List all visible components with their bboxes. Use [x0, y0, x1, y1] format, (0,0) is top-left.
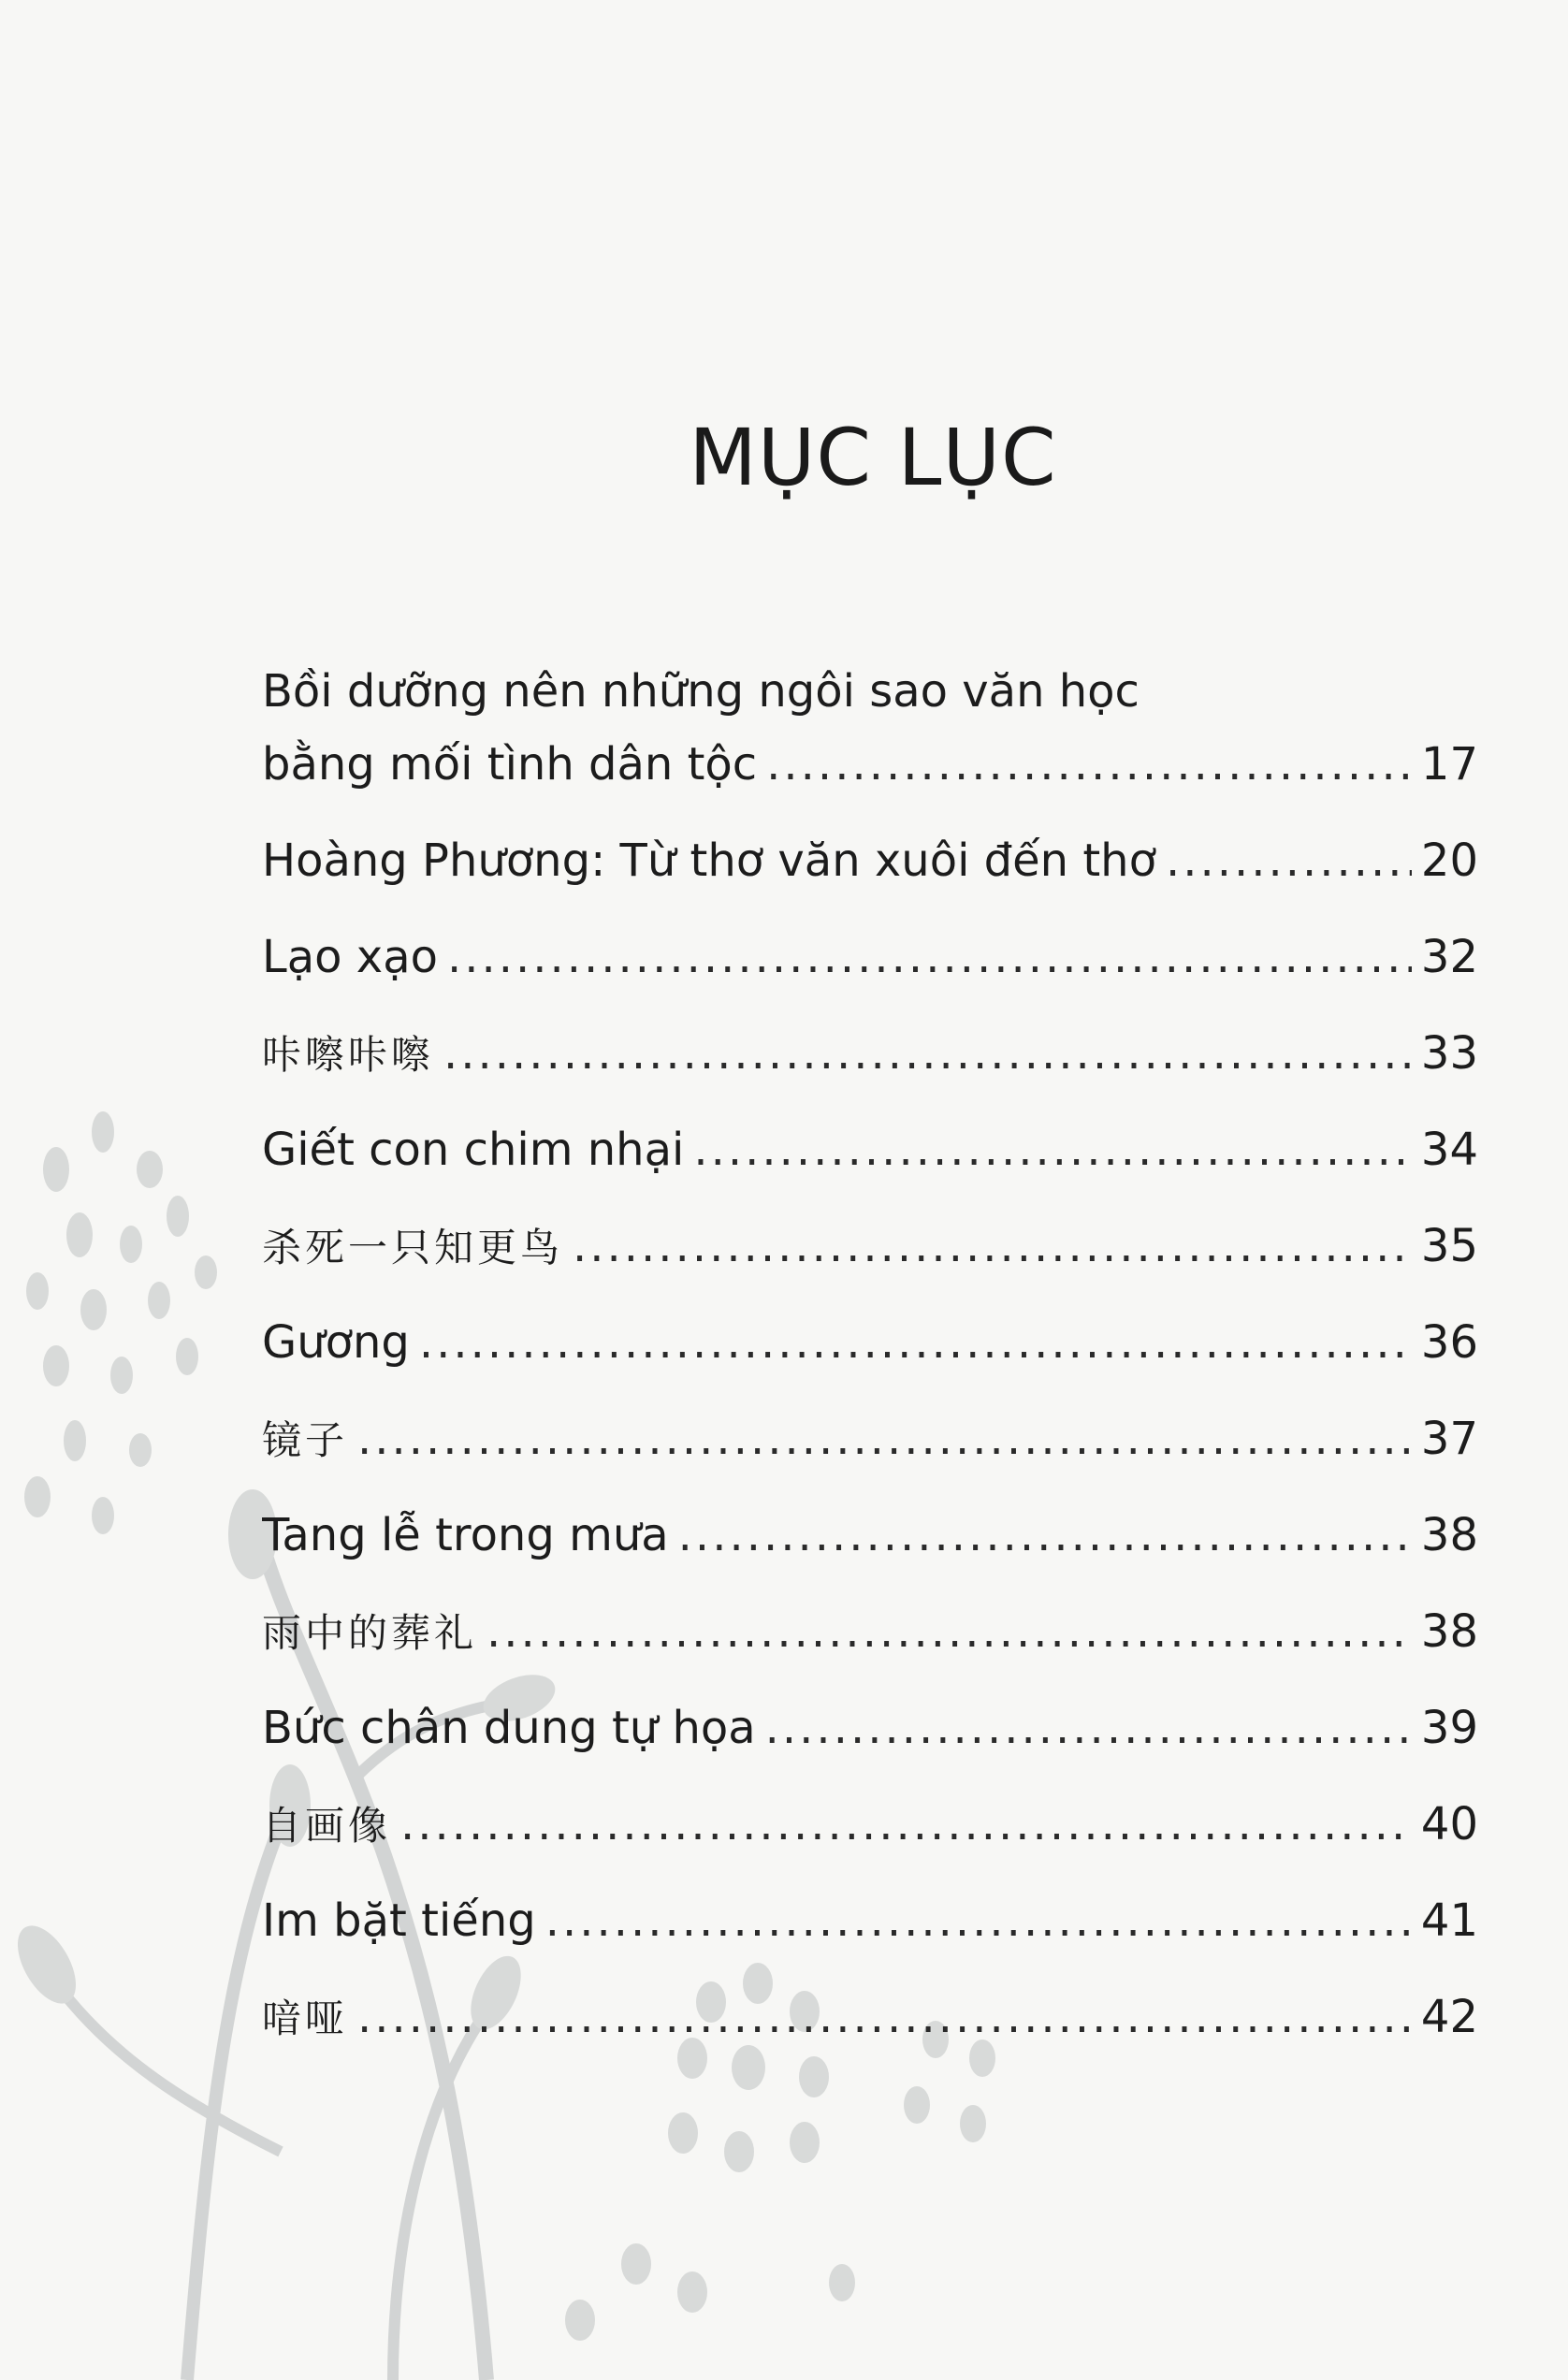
- toc-entry-page-number: 37: [1420, 1413, 1478, 1465]
- dot-leader: [419, 1306, 1412, 1379]
- toc-entry-label: bằng mối tình dân tộc: [262, 738, 758, 791]
- toc-entry[interactable]: [262, 1691, 1478, 1764]
- toc-entry[interactable]: [262, 1595, 1478, 1668]
- toc-entry-label: 镜子: [262, 1417, 349, 1463]
- toc-entry-label: 雨中的葬礼: [262, 1610, 478, 1656]
- toc-spacer: [262, 1668, 1478, 1691]
- toc-entry-line: [262, 1981, 1478, 2053]
- dot-leader: [766, 728, 1412, 801]
- toc-entry-page-number: 41: [1420, 1894, 1478, 1947]
- toc-entry[interactable]: [262, 1210, 1478, 1283]
- dot-leader: [357, 1981, 1412, 2053]
- toc-entry[interactable]: [262, 1017, 1478, 1090]
- dot-leader: [1166, 824, 1412, 897]
- toc-entry-line: [262, 1017, 1478, 1090]
- dot-leader: [447, 921, 1412, 994]
- toc-spacer: [262, 1475, 1478, 1499]
- dot-leader: [357, 1402, 1412, 1475]
- toc-entry-line: [262, 1306, 1478, 1379]
- toc-entry-page-number: 40: [1420, 1798, 1478, 1850]
- toc-spacer: [262, 801, 1478, 824]
- toc-entry-page-number: 38: [1420, 1605, 1478, 1658]
- toc-entry[interactable]: [262, 921, 1478, 994]
- toc-entry[interactable]: [262, 1788, 1478, 1861]
- toc-entry-line: [262, 1788, 1478, 1861]
- dot-leader: [693, 1113, 1412, 1186]
- toc-entry-label: Im bặt tiếng: [262, 1894, 536, 1947]
- toc-entry-line: [262, 921, 1478, 994]
- toc-entry-line: [262, 728, 1478, 801]
- toc-entry-label-first-line: Bồi dưỡng nên những ngôi sao văn học: [262, 665, 1140, 718]
- toc-entry-page-number: 33: [1420, 1027, 1478, 1080]
- toc-entry-page-number: 36: [1420, 1316, 1478, 1369]
- dot-leader: [400, 1788, 1412, 1861]
- toc-entry[interactable]: [262, 1981, 1478, 2053]
- toc-entry-label: 杀死一只知更鸟: [262, 1225, 564, 1270]
- toc-entry-label: Bức chân dung tự họa: [262, 1702, 756, 1754]
- toc-entry[interactable]: [262, 1884, 1478, 1957]
- toc-entry-label: Hoàng Phương: Từ thơ văn xuôi đến thơ: [262, 834, 1156, 887]
- toc-entry-page-number: 20: [1420, 834, 1478, 887]
- toc-entry-label: 咔嚓咔嚓: [262, 1032, 435, 1078]
- toc-entry-label: 自画像: [262, 1803, 392, 1849]
- toc-entry[interactable]: [262, 1306, 1478, 1379]
- toc-entry-page-number: 35: [1420, 1220, 1478, 1272]
- toc-entry-line: [262, 1884, 1478, 1957]
- toc-entry[interactable]: [262, 655, 1478, 801]
- toc-entry-line: [262, 1210, 1478, 1283]
- toc-spacer: [262, 1283, 1478, 1306]
- toc-entry-line: [262, 824, 1478, 897]
- toc-entry-line: [262, 1691, 1478, 1764]
- dot-leader: [678, 1499, 1412, 1572]
- toc-entry-label: Lạo xạo: [262, 931, 438, 983]
- toc-spacer: [262, 897, 1478, 921]
- toc-entry[interactable]: [262, 1402, 1478, 1475]
- toc-entry-page-number: 39: [1420, 1702, 1478, 1754]
- toc-entry[interactable]: [262, 824, 1478, 897]
- toc-entry-page-number: 38: [1420, 1509, 1478, 1561]
- toc-spacer: [262, 1090, 1478, 1113]
- toc-entry-label: Giết con chim nhại: [262, 1124, 685, 1176]
- toc-entry-page-number: 42: [1420, 1991, 1478, 2043]
- dot-leader: [443, 1017, 1412, 1090]
- toc-spacer: [262, 1379, 1478, 1402]
- toc-entry-page-number: 17: [1420, 738, 1478, 791]
- toc-spacer: [262, 1572, 1478, 1595]
- toc-spacer: [262, 1186, 1478, 1210]
- toc-spacer: [262, 1764, 1478, 1788]
- dot-leader: [486, 1595, 1412, 1668]
- toc-entry-label: Gương: [262, 1316, 410, 1369]
- toc-entry[interactable]: [262, 1113, 1478, 1186]
- dot-leader: [765, 1691, 1412, 1764]
- toc-entry-line: [262, 1499, 1478, 1572]
- toc-entry-line: [262, 1402, 1478, 1475]
- toc-entry-label: Tang lễ trong mưa: [262, 1509, 669, 1561]
- toc-spacer: [262, 1861, 1478, 1884]
- page-title: MỤC LỤC: [689, 412, 1057, 503]
- table-of-contents: [262, 655, 1478, 2053]
- toc-spacer: [262, 1957, 1478, 1981]
- toc-entry-label: 喑哑: [262, 1995, 349, 2041]
- dot-leader: [573, 1210, 1412, 1283]
- toc-entry-line: [262, 1113, 1478, 1186]
- toc-entry-page-number: 32: [1420, 931, 1478, 983]
- dot-leader: [545, 1884, 1412, 1957]
- toc-entry-page-number: 34: [1420, 1124, 1478, 1176]
- toc-spacer: [262, 994, 1478, 1017]
- toc-entry[interactable]: [262, 1499, 1478, 1572]
- toc-entry-line: [262, 1595, 1478, 1668]
